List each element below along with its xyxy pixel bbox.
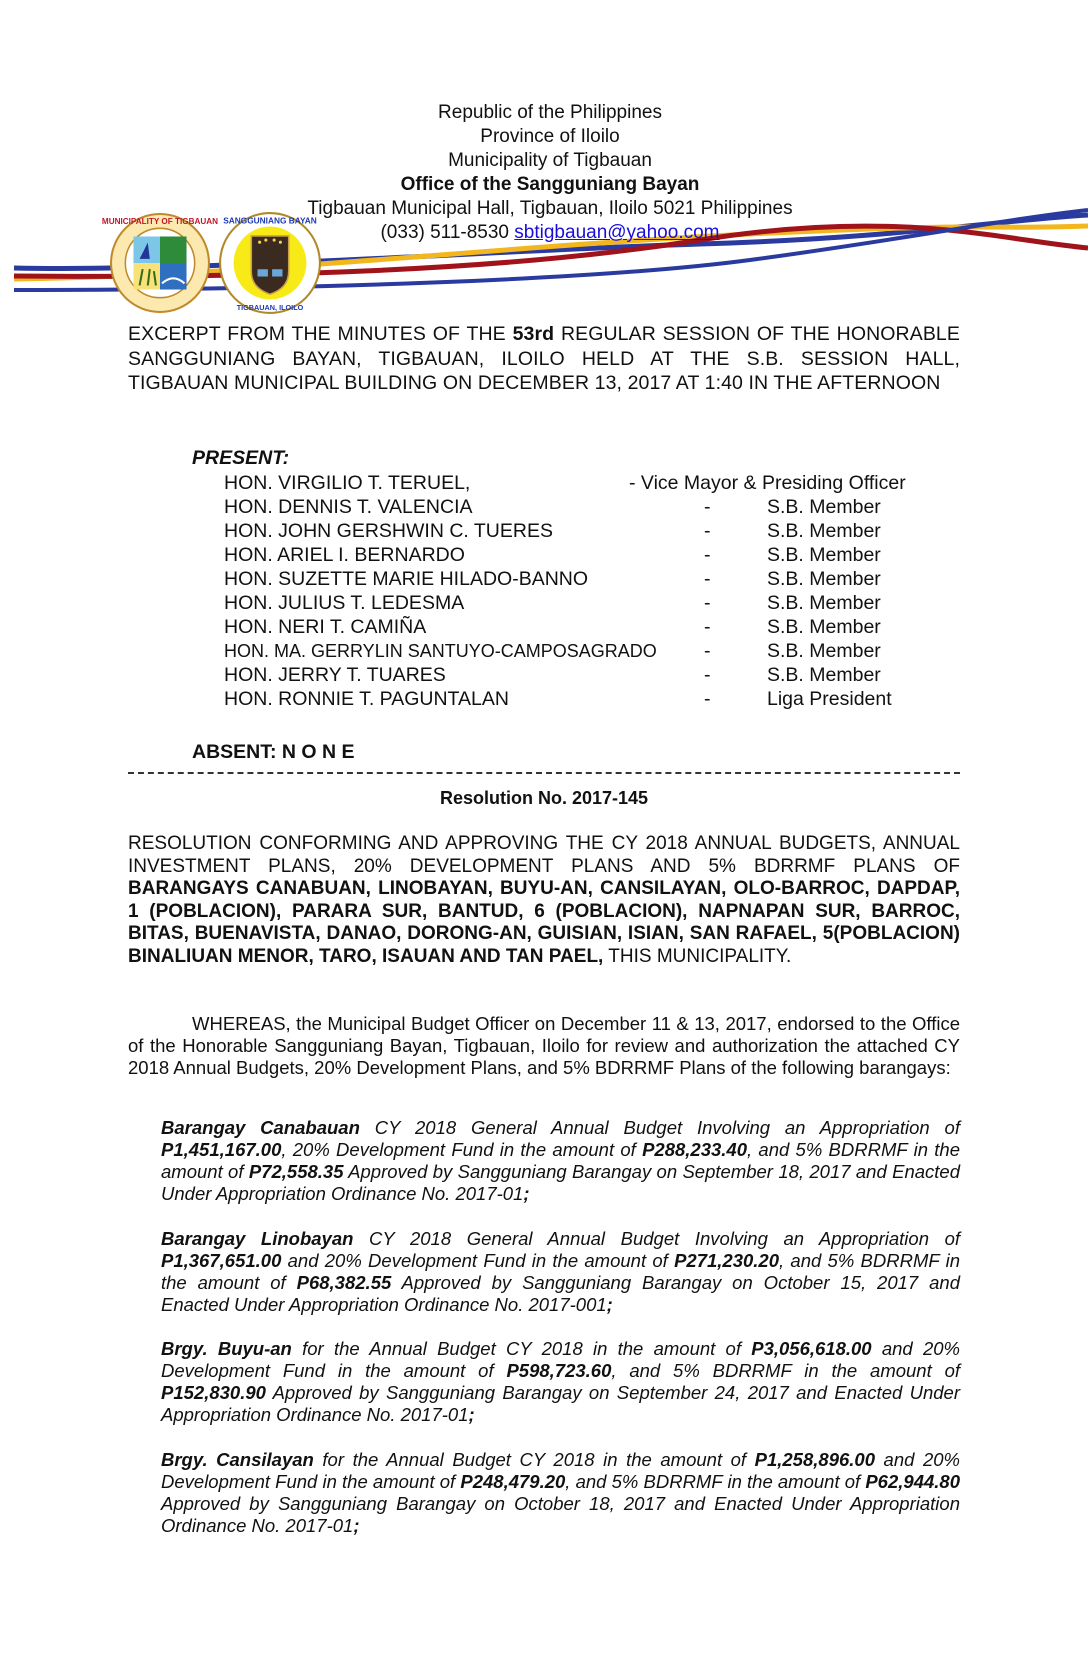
header-office: Office of the Sangguniang Bayan <box>400 174 700 195</box>
sangguniang-bayan-seal-logo <box>218 211 322 315</box>
barangay-budget-item: Brgy. Buyu-an for the Annual Budget CY 2018 in the amount of P3,056,618.00 and 20% Development Fund in the amount of P598,723.60, and 5% BDRRMF in the amount of P152,830.90 Approved by Sangguniang Barangay on September 24, 2017 and Enacted Under Appropriation Ordinance No. 2017-01; <box>161 1338 961 1425</box>
attendee-role: S.B. Member <box>767 544 881 566</box>
excerpt-details: REGULAR SESSION OF THE HONORABLE SANGGUNIANG BAYAN, TIGBAUAN, ILOILO HELD AT THE S.B. SESSION HALL, TIGBAUAN MUNICIPAL BUILDING ON DECEMBER 13, 2017 AT 1:40 IN THE AFTERNOON <box>128 323 960 394</box>
attendee-dash: - <box>704 568 711 590</box>
barangay-budget-item: Barangay Linobayan CY 2018 General Annual Budget Involving an Appropriation of P1,367,651.00 and 20% Development Fund in the amount of P271,230.20, and 5% BDRRMF in the amount of P68,382.55 Approved by Sangguniang Barangay on October 15, 2017 and Enacted Under Appropriation Ordinance No. 2017-001; <box>161 1228 960 1315</box>
municipality-seal-logo <box>101 212 219 314</box>
resolution-title-end: THIS MUNICIPALITY. <box>608 945 792 967</box>
attendee-role: Liga President <box>767 688 892 710</box>
attendee-dash: - <box>704 592 711 614</box>
attendee-role: S.B. Member <box>767 496 881 518</box>
attendee-role: S.B. Member <box>767 640 881 662</box>
attendee-name: HON. ARIEL I. BERNARDO <box>224 544 465 566</box>
svg-text:TIGBAUAN, ILOILO: TIGBAUAN, ILOILO <box>236 302 304 312</box>
attendee-row <box>224 495 964 519</box>
resolution-title <box>128 833 960 968</box>
attendee-name: HON. VIRGILIO T. TERUEL, <box>224 472 471 494</box>
attendee-row <box>224 687 964 711</box>
attendee-dash: - <box>704 496 711 518</box>
whereas-clause <box>128 1013 960 1079</box>
attendee-role: - Vice Mayor & Presiding Officer <box>629 472 906 494</box>
resolution-number: Resolution No. 2017-145 <box>439 788 649 808</box>
section-divider <box>128 772 960 774</box>
absent-line: ABSENT: N O N E <box>192 741 355 763</box>
attendee-row <box>224 567 964 591</box>
barangay-budget-item: Barangay Canabauan CY 2018 General Annual Budget Involving an Appropriation of P1,451,167.00, 20% Development Fund in the amount of P288,233.40, and 5% BDRRMF in the amount of P72,558.35 Approved by Sangguniang Barangay on September 18, 2017 and Enacted Under Appropriation Ordinance No. 2017-01; <box>161 1117 960 1204</box>
attendee-row <box>224 663 964 687</box>
attendee-row <box>224 591 964 615</box>
barangay-budget-item: Brgy. Cansilayan for the Annual Budget CY 2018 in the amount of P1,258,896.00 and 20% Development Fund in the amount of P248,479.20, and 5% BDRRMF in the amount of P62,944.80 Approved by Sangguniang Barangay on October 18, 2017 and Enacted Under Appropriation Ordinance No. 2017-01; <box>161 1449 960 1536</box>
attendee-row <box>224 615 964 639</box>
attendee-role: S.B. Member <box>767 592 881 614</box>
whereas-text: WHEREAS, the Municipal Budget Officer on December 11 & 13, 2017, endorsed to the Office of the Honorable Sangguniang Bayan, Tigbauan, Iloilo for review and authorization the attached CY 2018 Annual Budgets, 20% Development Plans, and 5% BDRRMF Plans of the following barangays: <box>128 1013 960 1078</box>
present-label: PRESENT: <box>192 447 290 469</box>
attendee-name: HON. SUZETTE MARIE HILADO-BANNO <box>224 568 589 590</box>
attendee-dash: - <box>704 664 711 686</box>
attendee-dash: - <box>704 544 711 566</box>
header-contact <box>330 221 770 245</box>
attendee-name: HON. JERRY T. TUARES <box>224 664 446 686</box>
attendee-row <box>224 543 964 567</box>
header-republic: Republic of the Philippines <box>438 102 662 123</box>
attendee-name: HON. MA. GERRYLIN SANTUYO-CAMPOSAGRADO <box>224 641 657 661</box>
attendee-name: HON. DENNIS T. VALENCIA <box>224 496 473 518</box>
header-municipality: Municipality of Tigbauan <box>448 150 652 171</box>
minutes-excerpt <box>128 322 960 396</box>
attendee-dash: - <box>704 640 711 662</box>
attendee-role: S.B. Member <box>767 520 881 542</box>
attendee-role: S.B. Member <box>767 568 881 590</box>
attendee-row <box>224 471 964 495</box>
resolution-title-text: RESOLUTION CONFORMING AND APPROVING THE CY 2018 ANNUAL BUDGETS, ANNUAL INVESTMENT PLANS, 20% DEVELOPMENT PLANS AND 5% BDRRMF PLANS OF <box>128 833 960 877</box>
excerpt-intro: EXCERPT FROM THE MINUTES OF THE <box>128 323 506 345</box>
attendee-name: HON. NERI T. CAMIÑA <box>224 616 427 638</box>
svg-text:SANGGUNIANG BAYAN: SANGGUNIANG BAYAN <box>223 215 317 226</box>
attendee-dash: - <box>704 616 711 638</box>
attendee-dash: - <box>704 520 711 542</box>
header-email-link[interactable]: sbtigbauan@yahoo.com <box>514 222 720 243</box>
svg-text:MUNICIPALITY OF TIGBAUAN: MUNICIPALITY OF TIGBAUAN <box>101 217 219 227</box>
attendee-row <box>224 519 964 543</box>
attendee-name: HON. JOHN GERSHWIN C. TUERES <box>224 520 553 542</box>
header-address: Tigbauan Municipal Hall, Tigbauan, Iloilo 5021 Philippines <box>307 198 793 219</box>
attendee-role: S.B. Member <box>767 616 881 638</box>
resolution-barangay-list: BARANGAYS CANABUAN, LINOBAYAN, BUYU-AN, CANSILAYAN, OLO-BARROC, DAPDAP, 1 (POBLACION), PARARA SUR, BANTUD, 6 (POBLACION), NAPNAPAN SUR, BARROC, BITAS, BUENAVISTA, DANAO, DORONG-AN, GUISIAN, ISIAN, SAN RAFAEL, 5(POBLACION) BINALIUAN MENOR, TARO, ISAUAN AND TAN PAEL, <box>128 878 960 967</box>
attendee-name: HON. RONNIE T. PAGUNTALAN <box>224 688 509 710</box>
attendee-name: HON. JULIUS T. LEDESMA <box>224 592 465 614</box>
attendee-dash: - <box>704 688 711 710</box>
header-phone: (033) 511-8530 <box>380 222 510 243</box>
attendee-row <box>224 639 964 663</box>
header-province: Province of Iloilo <box>480 126 620 147</box>
excerpt-session-number: 53rd <box>512 323 555 345</box>
attendee-role: S.B. Member <box>767 664 881 686</box>
